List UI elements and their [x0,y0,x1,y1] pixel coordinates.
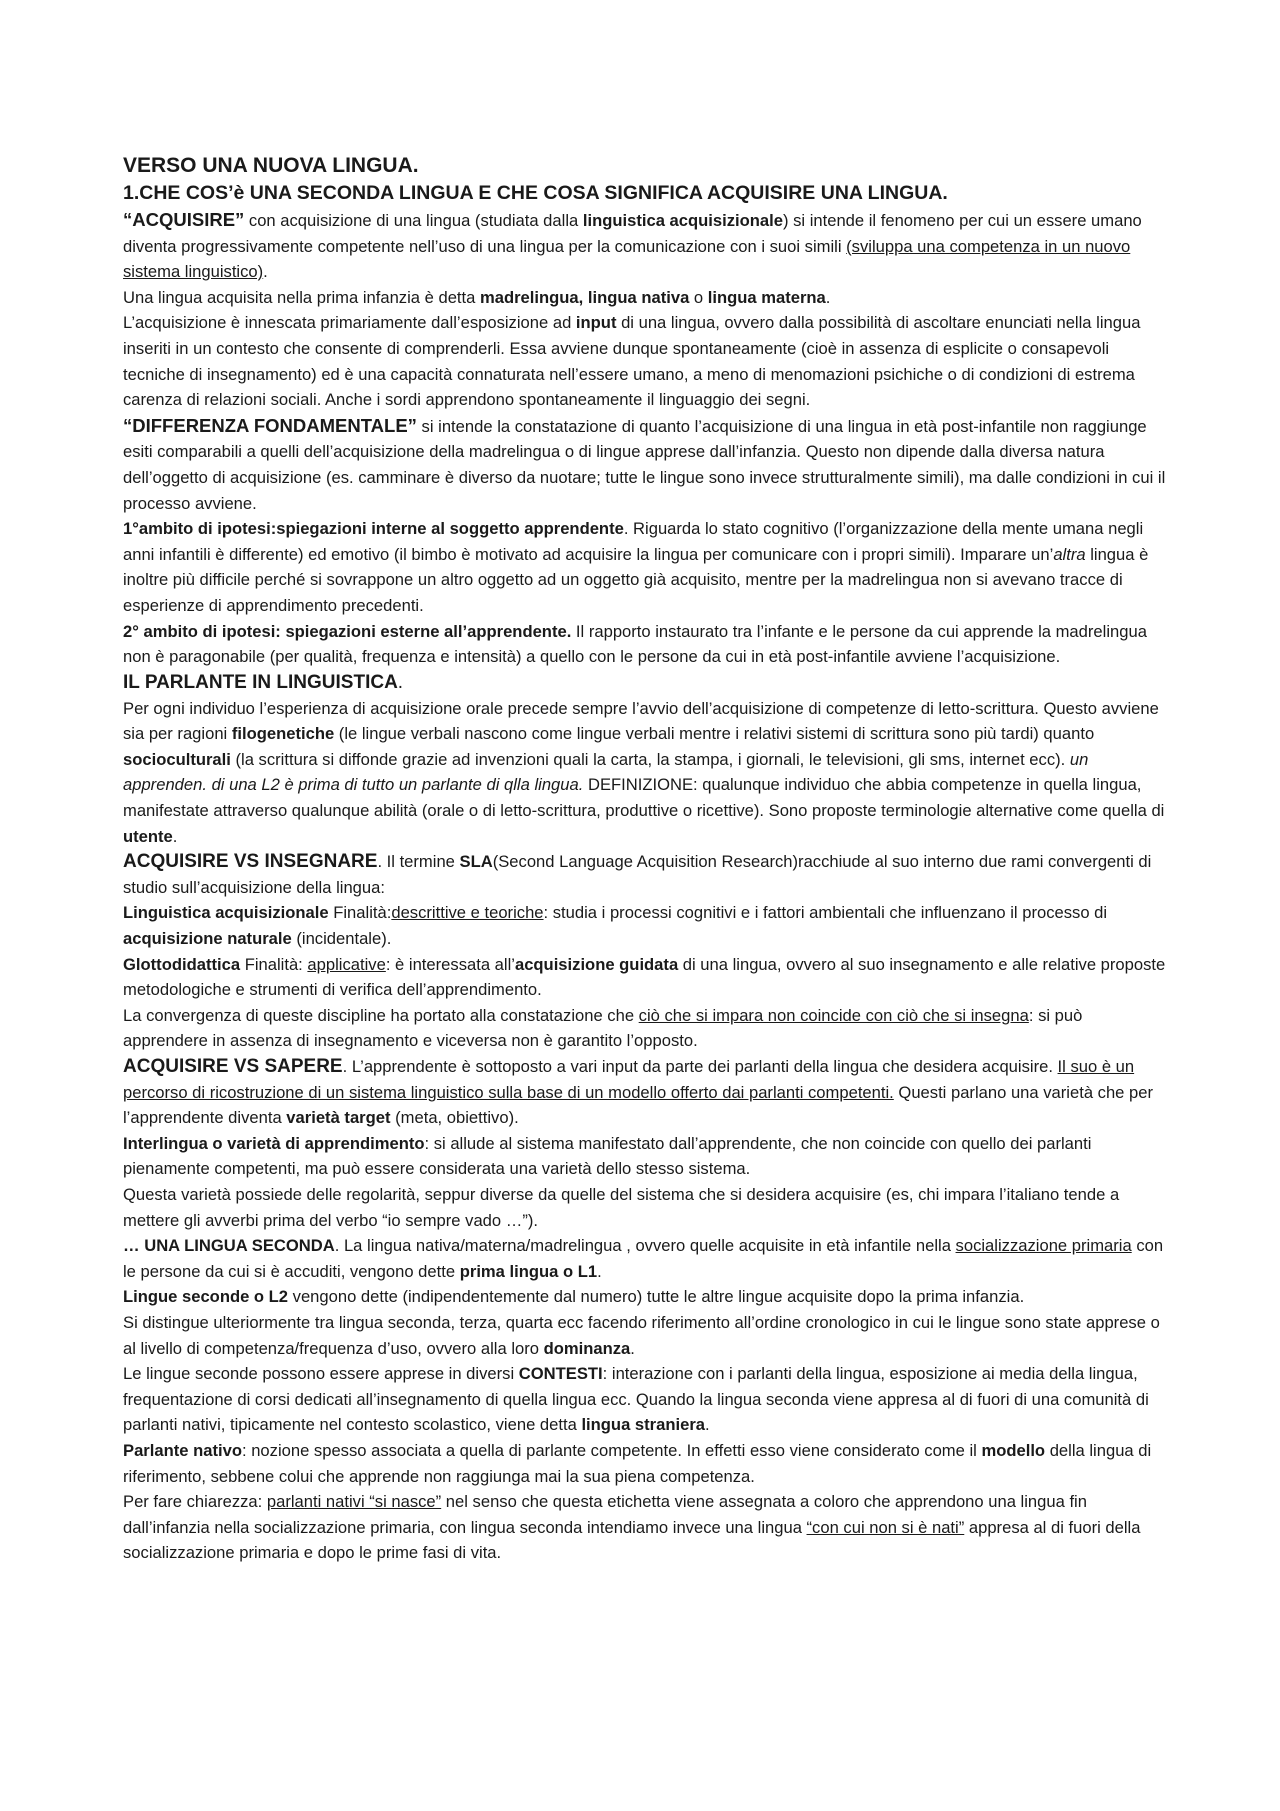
text: appresa al di fuori della socializzazione primaria e dopo le prime fasi di vita. [123,1517,1141,1563]
paragraph-chiarezza [123,1489,1171,1566]
text: (Second Language Acquisition Research)racchiude al suo interno due rami convergenti di studio sull’acquisizione della lingua: [123,852,1152,897]
text: : si allude al sistema manifestato dall’apprendente, che non coincide con quello dei parlanti pienamente competenti, ma può essere considerata una varietà dello stesso sistema. [123,1133,1092,1179]
paragraph-regolarita [123,1182,1171,1233]
underlined-text: (sviluppa una competenza in un nuovo sistema linguistico) [123,236,1131,282]
paragraph-acquisire-vs-insegnare [123,849,1171,900]
bold-term: SLA [459,852,493,872]
text: con acquisizione di una lingua (studiata dalla [244,211,583,230]
term-differenza-fondamentale: “DIFFERENZA FONDAMENTALE” [123,414,417,436]
bold-term: lingua materna [707,287,826,307]
paragraph-lingua-seconda [123,1233,1171,1284]
text: Finalità: [328,903,392,923]
bold-term: prima lingua o L1 [459,1261,598,1281]
text: Le lingue seconde possono essere apprese in diversi [123,1364,519,1384]
bold-term: dominanza [543,1338,631,1358]
bold-term: … UNA LINGUA SECONDA [123,1236,335,1256]
text: o [689,287,708,307]
paragraph-parlante-nativo [123,1438,1171,1489]
heading-dot: . [397,671,404,693]
bold-term: socioculturali [123,749,231,769]
paragraph-glottodidattica [123,952,1171,1003]
paragraph-input [123,310,1171,412]
text: : nozione spesso associata a quella di parlante competente. In effetti esso viene considerato come il [241,1440,982,1460]
text: . [705,1415,710,1435]
bold-term: utente [123,826,173,846]
text: con le persone da cui si è accuditi, vengono dette [123,1236,1164,1281]
text: Questi parlano una varietà che per l’apprendente diventa [123,1082,1154,1128]
paragraph-interlingua [123,1131,1171,1182]
underlined-text: socializzazione primaria [955,1236,1132,1256]
text: nel senso che questa etichetta viene assegnata a coloro che apprendono una lingua fin dall’infanzia nella socializzazione primaria, con lingua seconda intendiamo invece una lingua [123,1492,1087,1537]
text: di una lingua, ovvero dalla possibilità di ascoltare enunciati nella lingua inseriti in un contesto che consente di comprenderli. Essa avviene dunque spontaneamente (cioè in assenza di esplicite o consapevoli tecniche di insegnamento) ed è una capacità connaturata nell’essere umano, a meno di menomazioni psichiche o di condizioni di estrema carenza di relazioni sociali. Anche i sordi apprendono spontaneamente il linguaggio dei segni. [123,313,1141,410]
underlined-text: ciò che si impara non coincide con ciò che si insegna [638,1005,1029,1025]
bold-term: Linguistica acquisizionale [123,903,329,923]
bold-term: acquisizione naturale [123,929,292,949]
bold-term: 2° ambito di ipotesi: spiegazioni esterne all’apprendente. [123,621,572,641]
bold-term: madrelingua, lingua nativa [479,287,690,307]
paragraph-madrelingua [123,285,1171,311]
bold-term: lingua straniera [581,1415,706,1435]
text: della lingua di riferimento, sebbene colui che apprende non raggiunga mai la sua piena competenza. [123,1440,1152,1486]
text: . [172,826,178,846]
text: vengono dette (indipendentemente dal numero) tutte le altre lingue acquisite dopo la prima infanzia. [288,1287,1025,1307]
term-acquisire-vs-insegnare: ACQUISIRE VS INSEGNARE [123,851,378,873]
text: (incidentale). [291,929,392,949]
paragraph-acquisire [123,207,1171,285]
document-body [123,152,1171,1566]
text: : interazione con i parlanti della lingua, esposizione ai media della lingua, frequentazione di corsi dedicati all’insegnamento di quella lingua ecc. Quando la lingua seconda viene appresa al di fuori di una comunità di parlanti nativi, tipicamente nel contesto scolastico, viene detta [123,1364,1149,1435]
paragraph-convergenza [123,1003,1171,1054]
text: . [825,287,831,307]
paragraph-differenza [123,413,1171,516]
paragraph-contesti [123,1361,1171,1438]
text: . [263,262,268,282]
text: (le lingue verbali nascono come lingue verbali mentre i relativi sistemi di scrittura sono più tardi) quanto [334,724,1095,744]
bold-term: filogenetiche [231,724,335,744]
section-heading-2 [123,670,1171,696]
text: lingua è inoltre più difficile perché si sovrappone un altro oggetto ad un oggetto già acquisito, mentre per la madrelingua non si avevano tracce di esperienze di apprendimento precedenti. [123,544,1149,615]
bold-term: Parlante nativo [123,1440,242,1460]
text: . Il termine [377,852,460,872]
term-acquisire: “ACQUISIRE” [123,209,245,230]
paragraph-acquisire-vs-sapere [123,1054,1171,1131]
paragraph-lingue-seconde [123,1284,1171,1310]
text: Per fare chiarezza: [123,1492,267,1512]
underlined-text: parlanti nativi “si nasce” [266,1492,442,1512]
text: . Riguarda lo stato cognitivo (l’organizzazione della mente umana negli anni infantili è differente) ed emotivo (il bimbo è motivato ad acquisire la lingua per comunicare con i propri simili). Imparare un’ [123,519,1144,564]
text: Il rapporto instaurato tra l’infante e le persone da cui apprende la madrelingua non è paragonabile (per qualità, frequenza e intensità) a quello con le persone da cui in età post-infantile avviene l’acquisizione. [123,621,1147,667]
section-heading-1: 1.CHE COS’è UNA SECONDA LINGUA E CHE COSA SIGNIFICA ACQUISIRE UNA LINGUA. [123,182,948,204]
text: : si può apprendere in assenza di insegnamento e viceversa non è garantito l’opposto. [123,1005,1083,1051]
text: : studia i processi cognitivi e i fattori ambientali che influenzano il processo di [543,903,1108,923]
text: Una lingua acquisita nella prima infanzia è detta [123,287,480,307]
underlined-text: Il suo è un percorso di ricostruzione di un sistema linguistico sulla base di un modello offerto dai parlanti competenti. [123,1057,1135,1102]
text: . [630,1338,635,1358]
text: ) si intende il fenomeno per cui un essere umano diventa progressivamente competente nell’uso di una lingua per la comunicazione con i suoi simili [123,211,1142,256]
text: di una lingua, ovvero al suo insegnamento e alle relative proposte metodologiche e strumenti di verifica dell’apprendimento. [123,954,1166,1000]
text: . L’apprendente è sottoposto a vari input da parte dei parlanti della lingua che desidera acquisire. [342,1057,1058,1076]
bold-term: modello [981,1440,1046,1460]
text: L’acquisizione è innescata primariamente dall’esposizione ad [123,313,576,333]
bold-term: CONTESTI [518,1364,603,1384]
text: . [597,1261,602,1281]
text: . La lingua nativa/materna/madrelingua , ovvero quelle acquisite in età infantile nella [334,1236,956,1256]
paragraph-dominanza [123,1310,1171,1361]
heading-text: IL PARLANTE IN LINGUISTICA [123,671,398,693]
paragraph-linguistica-acquisizionale [123,900,1171,951]
text: Si distingue ulteriormente tra lingua seconda, terza, quarta ecc facendo riferimento all’ordine cronologico in cui le lingue sono state apprese o al livello di competenza/frequenza d’uso, ovvero alla loro [123,1312,1160,1358]
document-title: VERSO UNA NUOVA LINGUA. [123,154,419,177]
bold-term: varietà target [286,1108,391,1128]
underlined-text: descrittive e teoriche [391,903,544,923]
text: (la scrittura si diffonde grazie ad invenzioni quali la carta, la stampa, i giornali, le televisioni, gli sms, internet ecc). [230,749,1070,769]
bold-term: 1°ambito di ipotesi:spiegazioni interne al soggetto apprendente [123,519,624,539]
bold-term: Interlingua o varietà di apprendimento [123,1133,425,1153]
bold-term: acquisizione guidata [514,954,679,974]
bold-term: Glottodidattica [123,954,241,974]
bold-term: Lingue seconde o L2 [123,1287,289,1307]
text: si intende la constatazione di quanto l’acquisizione di una lingua in età post-infantile non raggiunge esiti comparabili a quelli dell’acquisizione della madrelingua o di lingue apprese dall’infanzia. Questo non dipende dalla diversa natura dell’oggetto di acquisizione (es. camminare è diverso da nuotare; tutte le lingue sono invece strutturalmente simili), ma dalle condizioni in cui il processo avviene. [123,416,1166,513]
term-acquisire-vs-sapere: ACQUISIRE VS SAPERE [123,1056,343,1077]
bold-term: linguistica acquisizionale [582,211,783,230]
paragraph-parlante [123,696,1171,850]
text: Finalità: [240,954,308,974]
paragraph-ambito-1 [123,516,1171,618]
text: DEFINIZIONE: qualunque individuo che abbia competenze in quella lingua, manifestate attraverso qualunque abilità (orale o di letto-scrittura, produttive o ricettive). Sono proposte terminologie alternative come quella di [123,775,1165,821]
text: : è interessata all’ [385,954,515,974]
text: (meta, obiettivo). [390,1108,519,1128]
italic-text: altra [1053,544,1086,564]
underlined-text: “con cui non si è nati” [806,1517,965,1537]
text: Per ogni individuo l’esperienza di acquisizione orale precede sempre l’avvio dell’acquisizione di competenze di letto-scrittura. Questo avviene sia per ragioni [123,698,1159,744]
italic-text: un apprenden. di una L2 è prima di tutto un parlante di qlla lingua. [123,749,1089,795]
paragraph-ambito-2 [123,619,1171,670]
text: Questa varietà possiede delle regolarità, seppur diverse da quelle del sistema che si desidera acquisire (es, chi impara l’italiano tende a mettere gli avverbi prima del verbo “io sempre vado …”). [123,1184,1120,1230]
underlined-text: applicative [307,954,386,974]
text: La convergenza di queste discipline ha portato alla constatazione che [123,1005,639,1025]
bold-term: input [575,313,617,333]
